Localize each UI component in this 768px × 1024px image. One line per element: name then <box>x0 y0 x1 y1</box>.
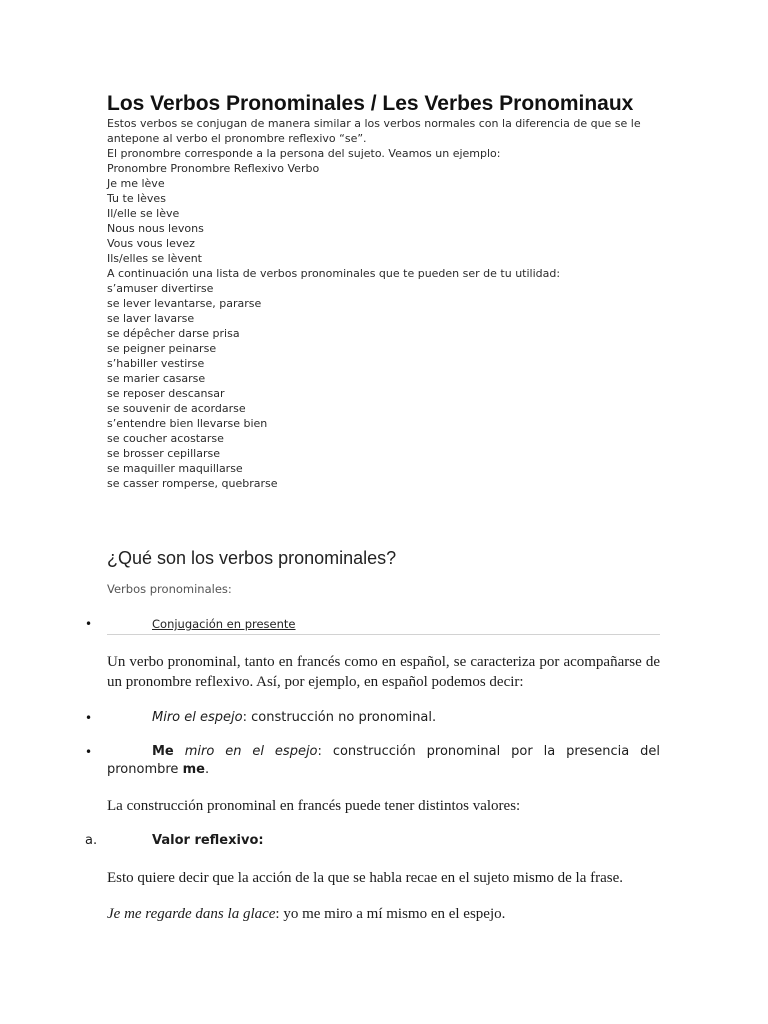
intro-paragraph <box>107 652 660 692</box>
example-phrase: miro en el espejo <box>173 744 318 759</box>
conjugation-row: Nous nous levons <box>107 222 204 235</box>
example-non-pronominal <box>152 709 436 727</box>
example-description: : construcción pronominal por la presencia del <box>317 744 660 759</box>
intro-line: Estos verbos se conjugan de manera similar a los verbos normales con la diferencia de que se le <box>107 117 641 130</box>
verb-list-item: se peigner peinarse <box>107 342 217 355</box>
value-label: Valor reflexivo: <box>152 833 264 848</box>
bullet-icon: • <box>85 745 93 759</box>
example-description: . <box>204 762 210 777</box>
example-description: : construcción no pronominal. <box>242 710 437 725</box>
example-line <box>107 743 660 761</box>
verb-list-item: se marier casarse <box>107 372 206 385</box>
intro-line: El pronombre corresponde a la persona del sujeto. Veamos un ejemplo: <box>107 147 501 160</box>
pronoun-highlight: Me <box>152 744 174 759</box>
conjugation-row: Ils/elles se lèvent <box>107 252 202 265</box>
values-intro: La construcción pronominal en francés puede tener distintos valores: <box>107 798 521 814</box>
value-example <box>107 904 505 924</box>
divider <box>107 634 660 635</box>
conjugation-link[interactable]: Conjugación en presente <box>152 617 296 631</box>
pronoun-highlight: me <box>182 762 205 777</box>
conjugation-row: Il/elle se lève <box>107 207 180 220</box>
intro-block <box>107 116 641 491</box>
example-translation: : yo me miro a mí mismo en el espejo. <box>275 906 506 922</box>
example-line <box>107 761 660 779</box>
verb-list-item: se souvenir de acordarse <box>107 402 246 415</box>
verb-list-item: se laver lavarse <box>107 312 195 325</box>
verb-list-item: se brosser cepillarse <box>107 447 220 460</box>
section-subheading: Verbos pronominales: <box>107 582 232 596</box>
verb-list-item: se maquiller maquillarse <box>107 462 243 475</box>
verb-list-item: se reposer descansar <box>107 387 225 400</box>
verb-list-item: s’habiller vestirse <box>107 357 205 370</box>
paragraph-line: Un verbo pronominal, tanto en francés como en español, se caracteriza por acompañarse de <box>107 654 660 670</box>
example-phrase: Je me regarde dans la glace <box>107 906 276 922</box>
verb-list-item: se casser romperse, quebrarse <box>107 477 278 490</box>
example-description: pronombre <box>107 762 183 777</box>
value-explanation: Esto quiere decir que la acción de la que se habla recae en el sujeto mismo de la frase. <box>107 870 624 886</box>
verb-list-intro: A continuación una lista de verbos pronominales que te pueden ser de tu utilidad: <box>107 267 561 280</box>
intro-line: antepone al verbo el pronombre reflexivo “se”. <box>107 132 367 145</box>
bullet-icon: • <box>85 617 93 631</box>
conjugation-header: Pronombre Pronombre Reflexivo Verbo <box>107 162 320 175</box>
example-pronominal <box>107 743 660 779</box>
example-phrase: Miro el espejo <box>152 710 243 725</box>
bullet-icon: • <box>85 711 93 725</box>
section-heading: ¿Qué son los verbos pronominales? <box>107 548 397 568</box>
verb-list-item: s’amuser divertirse <box>107 282 214 295</box>
verb-list-item: se coucher acostarse <box>107 432 224 445</box>
conjugation-row: Je me lève <box>107 177 165 190</box>
list-marker: a. <box>85 833 98 848</box>
verb-list-item: s’entendre bien llevarse bien <box>107 417 268 430</box>
paragraph-line: un pronombre reflexivo. Así, por ejemplo, en español podemos decir: <box>107 674 524 690</box>
verb-list-item: se lever levantarse, pararse <box>107 297 262 310</box>
conjugation-row: Vous vous levez <box>107 237 195 250</box>
verb-list-item: se dépêcher darse prisa <box>107 327 240 340</box>
conjugation-row: Tu te lèves <box>107 192 166 205</box>
document-title: Los Verbos Pronominales / Les Verbes Pronominaux <box>107 92 634 115</box>
